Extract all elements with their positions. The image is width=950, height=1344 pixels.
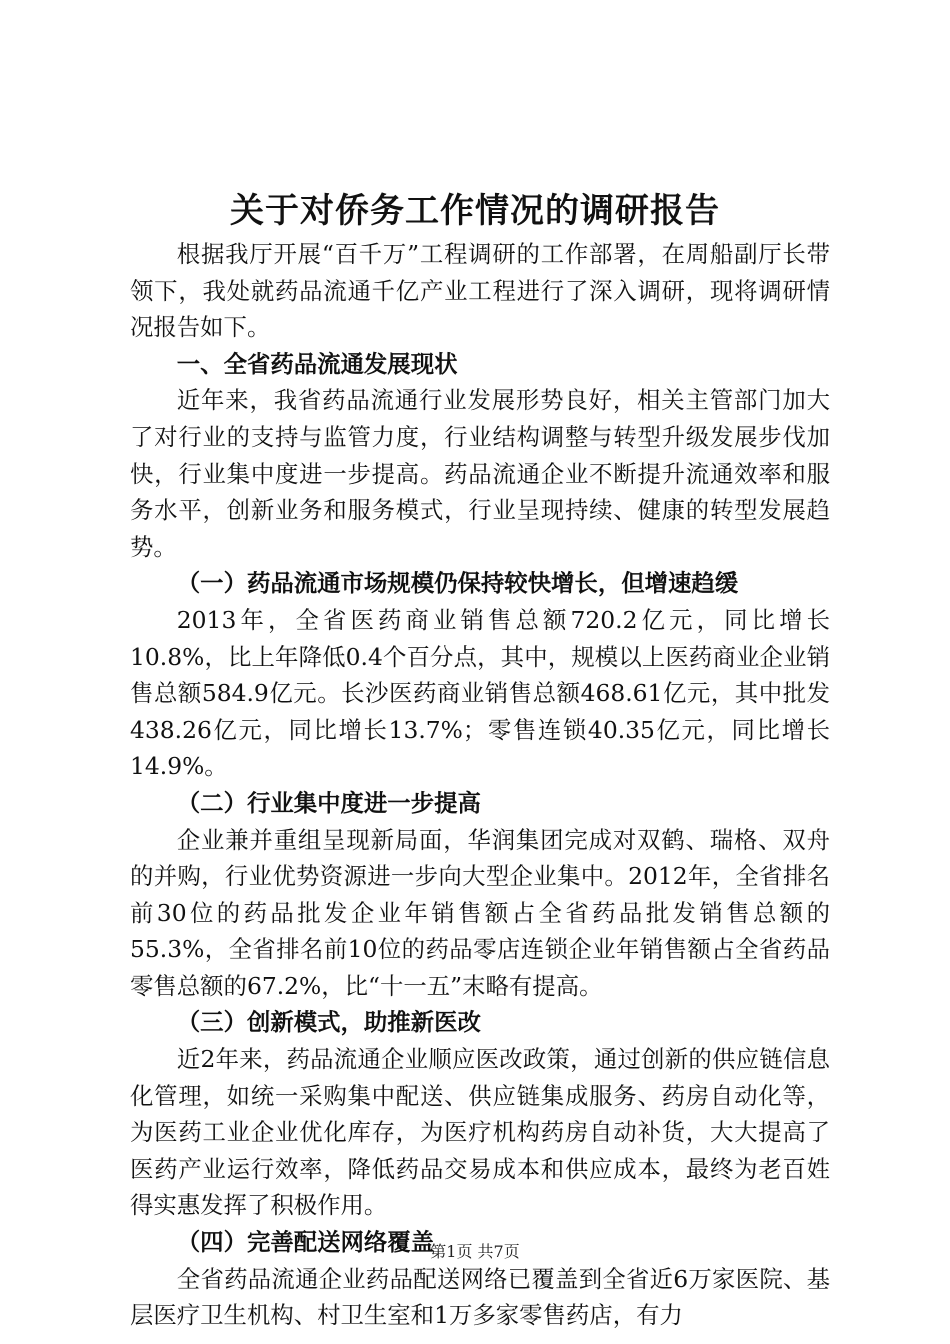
intro-paragraph: 根据我厅开展“百千万”工程调研的工作部署，在周船副厅长带领下，我处就药品流通千亿产业工程进行了深入调研，现将调研情况报告如下。: [130, 240, 830, 342]
subsection-paragraph-4: 全省药品流通企业药品配送网络已覆盖到全省近6万家医院、基层医疗卫生机构、村卫生室和1万多家零售药店，有力: [130, 1264, 830, 1330]
section-heading-1: 一、全省药品流通发展现状: [176, 349, 458, 378]
page-footer: 第1页 共7页: [430, 1242, 520, 1261]
subsection-paragraph-3: 近2年来，药品流通企业顺应医改政策，通过创新的供应链信息化管理，如统一采购集中配送、供应链集成服务、药房自动化等，为医药工业企业优化库存，为医疗机构药房自动补货，大大提高了医药产业运行效率，降低药品交易成本和供应成本，最终为老百姓得实惠发挥了积极作用。: [130, 1045, 830, 1220]
subsection-heading-4: （四）完善配送网络覆盖: [176, 1228, 435, 1257]
subsection-heading-2: （二）行业集中度进一步提高: [176, 788, 481, 817]
document-title: 关于对侨务工作情况的调研报告: [230, 191, 720, 231]
section-paragraph-1: 近年来，我省药品流通行业发展形势良好，相关主管部门加大了对行业的支持与监管力度，行业结构调整与转型升级发展步伐加快，行业集中度进一步提高。药品流通企业不断提升流通效率和服务水平，创新业务和服务模式，行业呈现持续、健康的转型发展趋势。: [130, 386, 830, 561]
subsection-heading-1: （一）药品流通市场规模仍保持较快增长，但增速趋缓: [176, 569, 739, 598]
subsection-heading-3: （三）创新模式，助推新医改: [176, 1008, 481, 1037]
document-body: [130, 236, 830, 1334]
subsection-paragraph-1: 2013年，全省医药商业销售总额720.2亿元，同比增长10.8%，比上年降低0.4个百分点，其中，规模以上医药商业企业销售总额584.9亿元。长沙医药商业销售总额468.61亿元，其中批发438.26亿元，同比增长13.7%；零售连锁40.35亿元，同比增长14.9%。: [130, 605, 830, 781]
subsection-paragraph-2: 企业兼并重组呈现新局面，华润集团完成对双鹤、瑞格、双舟的并购，行业优势资源进一步向大型企业集中。2012年，全省排名前30位的药品批发企业年销售额占全省药品批发销售总额的55.3%，全省排名前10位的药品零店连锁企业年销售额占全省药品零售总额的67.2%，比“十一五”末略有提高。: [130, 825, 830, 1000]
